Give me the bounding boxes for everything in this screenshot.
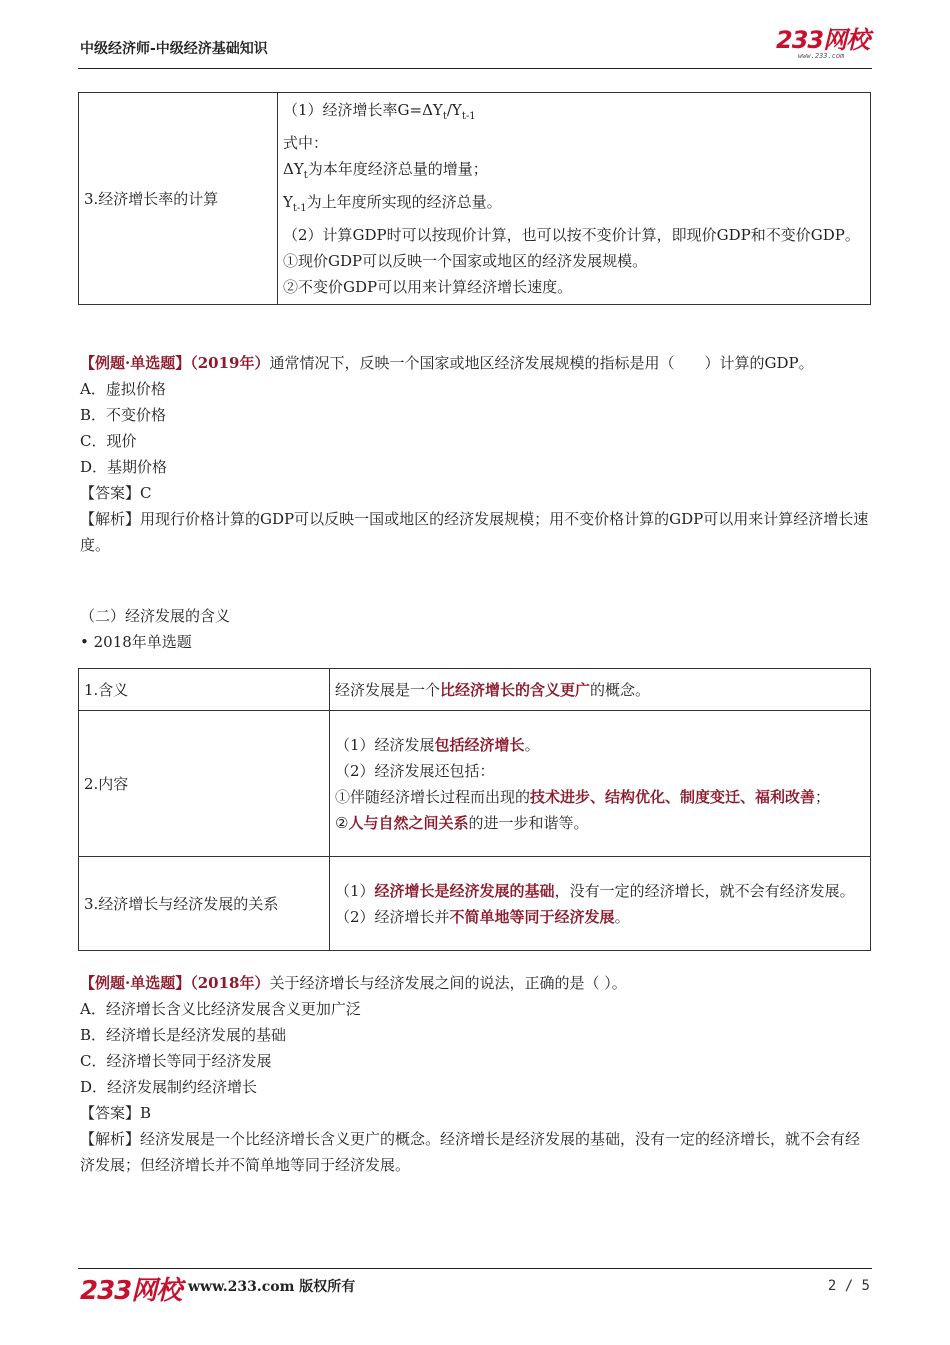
table-cell-content xyxy=(278,93,871,305)
question-1 xyxy=(80,350,870,558)
question-2 xyxy=(80,970,870,1178)
analysis: 【解析】用现行价格计算的GDP可以反映一国或地区的经济发展规模；用不变价格计算的GDP可以用来计算经济增长速度。 xyxy=(80,510,869,554)
question-tag: 【例题·单选题】（2019年） xyxy=(80,354,270,372)
footer-divider xyxy=(78,1268,872,1269)
text-line: $Y_{t-1}$为上年度所实现的经济总量。 xyxy=(283,193,502,214)
answer: 【答案】C xyxy=(80,484,152,502)
brand-logo-text: 233网校 xyxy=(776,26,870,54)
brand-logo-url: www.233.com xyxy=(798,52,845,60)
text-line: （2）计算GDP时可以按现价计算，也可以按不变价计算，即现价GDP和不变价GDP。 xyxy=(283,226,860,244)
analysis: 【解析】经济发展是一个比经济增长含义更广的概念。经济增长是经济发展的基础，没有一定的经济增长，就不会有经济发展；但经济增长并不简单地等同于经济发展。 xyxy=(80,1130,861,1174)
table-row xyxy=(79,857,871,951)
growth-rate-table xyxy=(78,92,871,305)
page-number: 2 / 5 xyxy=(827,1278,870,1294)
option-d: D．经济发展制约经济增长 xyxy=(80,1078,258,1096)
text-line: ①伴随经济增长过程而出现的技术进步、结构优化、制度变迁、福利改善； xyxy=(335,787,831,806)
option-b: B．经济增长是经济发展的基础 xyxy=(80,1026,287,1044)
footer-copyright: www.233.com 版权所有 xyxy=(188,1279,356,1295)
formula-line: （1）经济增长率$G=\Delta Y_t/Y_{t-1}$ xyxy=(283,101,476,122)
text-line: （2）经济增长并不简单地等同于经济发展。 xyxy=(335,907,630,926)
table-cell-label: 1.含义 xyxy=(79,669,330,711)
answer: 【答案】B xyxy=(80,1104,152,1122)
text-line: $\Delta Y_t$为本年度经济总量的增量； xyxy=(283,160,488,181)
table-cell-content: 经济发展是一个比经济增长的含义更广的概念。 xyxy=(330,669,871,711)
table-cell-label: 3.经济增长与经济发展的关系 xyxy=(79,857,330,951)
table-cell-content xyxy=(330,857,871,951)
option-b: B．不变价格 xyxy=(80,406,167,424)
footer-logo: 233网校 xyxy=(80,1276,182,1306)
document-header-title: 中级经济师-中级经济基础知识 xyxy=(80,41,268,57)
section-heading: （二）经济发展的含义 xyxy=(80,607,231,625)
question-stem: 【例题·单选题】（2018年）关于经济增长与经济发展之间的说法，正确的是（ ）。 xyxy=(80,974,627,992)
text-line: 式中： xyxy=(283,134,329,152)
question-stem: 【例题·单选题】（2019年）通常情况下，反映一个国家或地区经济发展规模的指标是用（ ）计算的GDP。 xyxy=(80,354,814,372)
option-a: A．经济增长含义比经济发展含义更加广泛 xyxy=(80,1000,361,1018)
section-bullet: • 2018年单选题 xyxy=(80,633,192,651)
table-cell-label: 3.经济增长率的计算 xyxy=(79,93,278,305)
option-c: C．现价 xyxy=(80,432,137,450)
text-line: ②人与自然之间关系的进一步和谐等。 xyxy=(335,813,589,832)
text-line: （2）经济发展还包括： xyxy=(335,761,495,780)
development-table xyxy=(78,668,871,951)
brand-logo xyxy=(776,28,876,64)
table-row xyxy=(79,711,871,857)
text-line: （1）经济发展包括经济增长。 xyxy=(335,735,540,754)
text-line: ②不变价GDP可以用来计算经济增长速度。 xyxy=(283,278,573,296)
table-cell-content xyxy=(330,711,871,857)
option-a: A．虚拟价格 xyxy=(80,380,166,398)
header-divider xyxy=(78,68,872,69)
option-d: D．基期价格 xyxy=(80,458,168,476)
option-c: C．经济增长等同于经济发展 xyxy=(80,1052,272,1070)
table-cell-label: 2.内容 xyxy=(79,711,330,857)
text-line: （1）经济增长是经济发展的基础，没有一定的经济增长，就不会有经济发展。 xyxy=(335,881,855,900)
text-line: ①现价GDP可以反映一个国家或地区的经济发展规模。 xyxy=(283,252,648,270)
table-row xyxy=(79,93,871,305)
question-tag: 【例题·单选题】（2018年） xyxy=(80,974,270,992)
table-row xyxy=(79,669,871,711)
